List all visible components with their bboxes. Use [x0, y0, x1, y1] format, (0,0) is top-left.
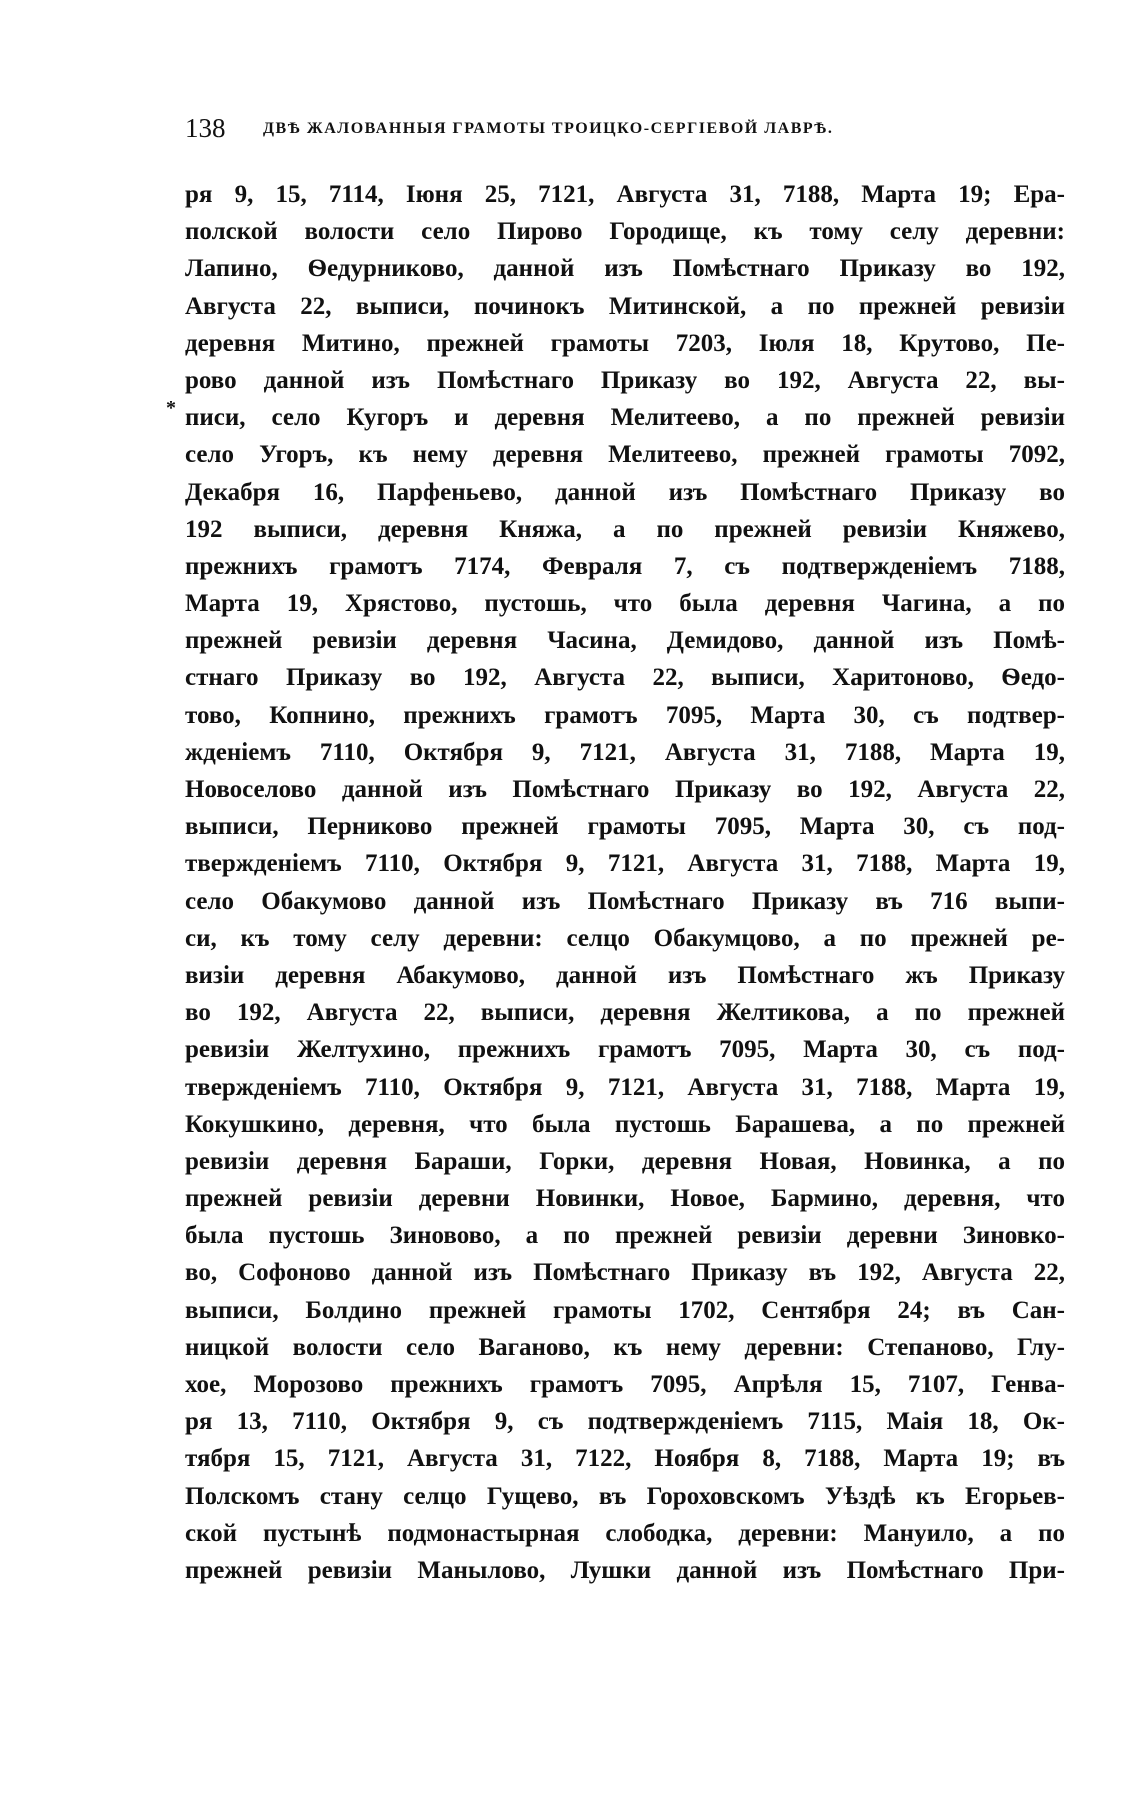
text-line: прежней ревизіи деревни Новинки, Новое, Бармино, деревня, что: [185, 1185, 1065, 1213]
text-line: прежней ревизіи Манылово, Лушки данной изъ Помѣстнаго При-: [185, 1556, 1065, 1584]
text-line: во, Софоново данной изъ Помѣстнаго Приказу въ 192, Августа 22,: [185, 1259, 1065, 1287]
text-line: деревня Митино, прежней грамоты 7203, Іюля 18, Крутово, Пе-: [185, 329, 1065, 357]
text-line: выписи, Болдино прежней грамоты 1702, Сентября 24; въ Сан-: [185, 1296, 1065, 1324]
text-line: ской пустынѣ подмонастырная слободка, деревни: Мануило, а по: [185, 1519, 1065, 1547]
text-line: ря 13, 7110, Октября 9, съ подтвержденіемъ 7115, Маія 18, Ок-: [185, 1408, 1065, 1436]
body-text: [185, 176, 1065, 1589]
page-number: 138: [185, 113, 226, 143]
text-line: прежнихъ грамотъ 7174, Февраля 7, съ подтвержденіемъ 7188,: [185, 552, 1065, 580]
text-line: село Угоръ, къ нему деревня Мелитеево, прежней грамоты 7092,: [185, 441, 1065, 469]
text-line: жденіемъ 7110, Октября 9, 7121, Августа 31, 7188, Марта 19,: [185, 738, 1065, 766]
text-line: была пустошь Зиновово, а по прежней ревизіи деревни Зиновко-: [185, 1222, 1065, 1250]
text-line: полской волости село Пирово Городище, къ тому селу деревни:: [185, 218, 1065, 246]
text-line: писи, село Кугоръ и деревня Мелитеево, а по прежней ревизіи: [185, 404, 1065, 432]
text-line: ревизіи Желтухино, прежнихъ грамотъ 7095, Марта 30, съ под-: [185, 1036, 1065, 1064]
text-line: визіи деревня Абакумово, данной изъ Помѣстнаго жъ Приказу: [185, 961, 1065, 989]
text-line: тово, Копнино, прежнихъ грамотъ 7095, Марта 30, съ подтвер-: [185, 701, 1065, 729]
text-line: Лапино, Ѳедурниково, данной изъ Помѣстнаго Приказу во 192,: [185, 255, 1065, 283]
text-line: Полскомъ стану селцо Гущево, въ Гороховскомъ Уѣздѣ къ Егорьев-: [185, 1482, 1065, 1510]
text-line: село Обакумово данной изъ Помѣстнаго Приказу въ 716 выпи-: [185, 887, 1065, 915]
text-line: Новоселово данной изъ Помѣстнаго Приказу во 192, Августа 22,: [185, 776, 1065, 803]
text-line: твержденіемъ 7110, Октября 9, 7121, Августа 31, 7188, Марта 19,: [185, 1073, 1065, 1101]
text-line: Августа 22, выписи, починокъ Митинской, а по прежней ревизіи: [185, 292, 1065, 320]
margin-mark: *: [166, 397, 176, 419]
text-line: ревизіи деревня Бараши, Горки, деревня Новая, Новинка, а по: [185, 1147, 1065, 1175]
text-line: ницкой волости село Ваганово, къ нему деревни: Степаново, Глу-: [185, 1333, 1065, 1361]
text-line: Марта 19, Хрястово, пустошь, что была деревня Чагина, а по: [185, 590, 1065, 618]
text-line: 192 выписи, деревня Княжа, а по прежней ревизіи Княжево,: [185, 515, 1065, 543]
text-line: твержденіемъ 7110, Октября 9, 7121, Августа 31, 7188, Марта 19,: [185, 850, 1065, 878]
text-line: ря 9, 15, 7114, Іюня 25, 7121, Августа 31, 7188, Марта 19; Ера-: [185, 181, 1065, 208]
text-line: хое, Морозово прежнихъ грамотъ 7095, Апрѣля 15, 7107, Генва-: [185, 1371, 1065, 1398]
text-line: рово данной изъ Помѣстнаго Приказу во 192, Августа 22, вы-: [185, 366, 1065, 394]
text-line: Декабря 16, Парфеньево, данной изъ Помѣстнаго Приказу во: [185, 478, 1065, 506]
running-head: [185, 108, 965, 148]
text-line: си, къ тому селу деревни: селцо Обакумцово, а по прежней ре-: [185, 924, 1065, 952]
text-line: стнаго Приказу во 192, Августа 22, выписи, Харитоново, Ѳедо-: [185, 664, 1065, 692]
text-line: тября 15, 7121, Августа 31, 7122, Ноября 8, 7188, Марта 19; въ: [185, 1445, 1065, 1473]
text-line: выписи, Перниково прежней грамоты 7095, Марта 30, съ под-: [185, 813, 1065, 841]
text-line: во 192, Августа 22, выписи, деревня Желтикова, а по прежней: [185, 999, 1065, 1027]
text-line: прежней ревизіи деревня Часина, Демидово, данной изъ Помѣ-: [185, 627, 1065, 655]
running-title: ДВѢ ЖАЛОВАННЫЯ ГРАМОТЫ ТРОИЦКО-СЕРГІЕВОЙ ЛАВРѢ.: [263, 120, 834, 137]
text-line: Кокушкино, деревня, что была пустошь Барашева, а по прежней: [185, 1110, 1065, 1138]
